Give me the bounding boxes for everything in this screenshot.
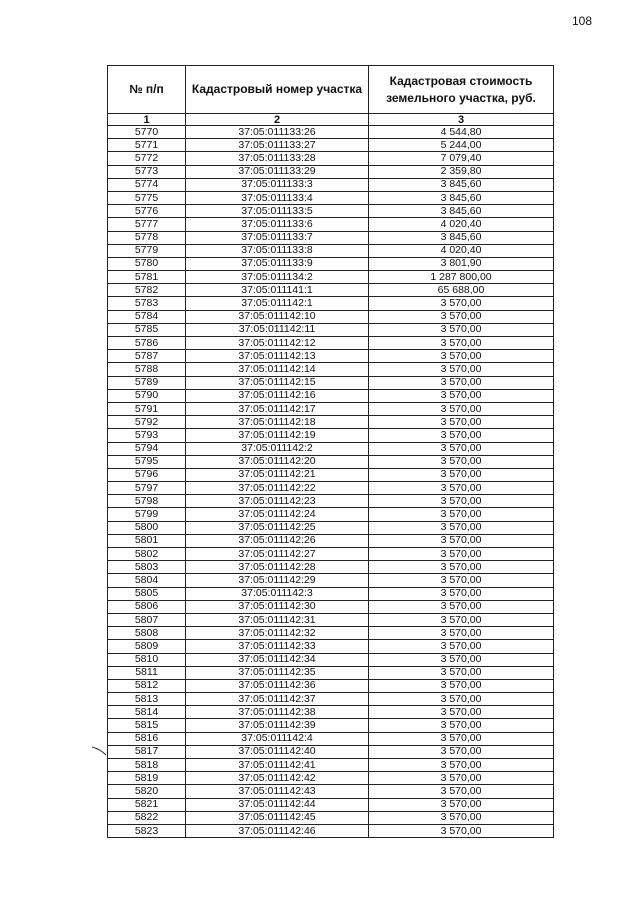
row-number: 5798 [108, 495, 186, 508]
cadastral-value: 3 570,00 [369, 534, 554, 547]
cadastral-number: 37:05:011133:4 [186, 191, 369, 204]
cadastral-value: 3 570,00 [369, 574, 554, 587]
cadastral-number: 37:05:011142:31 [186, 613, 369, 626]
row-number: 5789 [108, 376, 186, 389]
table-row [108, 389, 554, 402]
header-cadastral-number: Кадастровый номер участка [186, 66, 369, 114]
table-row [108, 772, 554, 785]
row-number: 5820 [108, 785, 186, 798]
cadastral-value: 3 570,00 [369, 600, 554, 613]
cadastral-number: 37:05:011142:41 [186, 759, 369, 772]
column-number: 1 [108, 114, 186, 126]
cadastral-value: 3 570,00 [369, 561, 554, 574]
row-number: 5777 [108, 218, 186, 231]
cadastral-number: 37:05:011142:19 [186, 429, 369, 442]
cadastral-number: 37:05:011142:36 [186, 679, 369, 692]
row-number: 5801 [108, 534, 186, 547]
table-row [108, 257, 554, 270]
cadastral-value: 3 570,00 [369, 350, 554, 363]
cadastral-number: 37:05:011142:22 [186, 482, 369, 495]
cadastral-number: 37:05:011142:46 [186, 824, 369, 837]
cadastral-number: 37:05:011142:25 [186, 521, 369, 534]
cadastral-value: 2 359,80 [369, 165, 554, 178]
table-row [108, 679, 554, 692]
cadastral-value: 3 570,00 [369, 785, 554, 798]
cadastral-number: 37:05:011142:1 [186, 297, 369, 310]
cadastral-value: 3 570,00 [369, 640, 554, 653]
table-row [108, 429, 554, 442]
row-number: 5774 [108, 178, 186, 191]
pen-tick-mark [92, 745, 108, 757]
cadastral-number: 37:05:011133:27 [186, 139, 369, 152]
cadastral-number: 37:05:011142:39 [186, 719, 369, 732]
cadastral-number: 37:05:011142:17 [186, 402, 369, 415]
table-row [108, 600, 554, 613]
cadastral-number: 37:05:011142:45 [186, 811, 369, 824]
cadastral-value: 3 845,60 [369, 178, 554, 191]
cadastral-number: 37:05:011142:11 [186, 323, 369, 336]
cadastral-number: 37:05:011142:44 [186, 798, 369, 811]
row-number: 5771 [108, 139, 186, 152]
table-row [108, 759, 554, 772]
table-row [108, 416, 554, 429]
table-row [108, 482, 554, 495]
cadastral-value: 3 570,00 [369, 416, 554, 429]
table-row [108, 495, 554, 508]
row-number: 5790 [108, 389, 186, 402]
row-number: 5778 [108, 231, 186, 244]
cadastral-number: 37:05:011142:38 [186, 706, 369, 719]
row-number: 5804 [108, 574, 186, 587]
cadastral-number: 37:05:011142:34 [186, 653, 369, 666]
row-number: 5799 [108, 508, 186, 521]
row-number: 5821 [108, 798, 186, 811]
table-row [108, 732, 554, 745]
row-number: 5819 [108, 772, 186, 785]
cadastral-value: 3 570,00 [369, 613, 554, 626]
cadastral-number: 37:05:011142:20 [186, 455, 369, 468]
cadastral-value: 3 570,00 [369, 323, 554, 336]
cadastral-value: 65 688,00 [369, 284, 554, 297]
row-number: 5805 [108, 587, 186, 600]
cadastral-number: 37:05:011142:28 [186, 561, 369, 574]
table-row [108, 574, 554, 587]
cadastral-number: 37:05:011134:2 [186, 271, 369, 284]
table-row [108, 442, 554, 455]
cadastral-value: 3 570,00 [369, 495, 554, 508]
header-cadastral-value: Кадастровая стоимость земельного участка, руб. [369, 66, 554, 114]
cadastral-value: 3 570,00 [369, 337, 554, 350]
header-row [108, 66, 554, 114]
table-row [108, 126, 554, 139]
table-row [108, 627, 554, 640]
table-row [108, 706, 554, 719]
cadastral-value: 3 570,00 [369, 548, 554, 561]
row-number: 5814 [108, 706, 186, 719]
row-number: 5813 [108, 693, 186, 706]
row-number: 5792 [108, 416, 186, 429]
cadastral-number: 37:05:011142:35 [186, 666, 369, 679]
cadastral-value: 3 570,00 [369, 402, 554, 415]
cadastral-value: 3 570,00 [369, 468, 554, 481]
table-row [108, 165, 554, 178]
table-row [108, 824, 554, 837]
table-row [108, 271, 554, 284]
cadastral-number: 37:05:011142:15 [186, 376, 369, 389]
table-row [108, 455, 554, 468]
cadastral-number: 37:05:011133:29 [186, 165, 369, 178]
row-number: 5800 [108, 521, 186, 534]
row-number: 5802 [108, 548, 186, 561]
table-row [108, 613, 554, 626]
row-number: 5791 [108, 402, 186, 415]
row-number: 5808 [108, 627, 186, 640]
row-number: 5775 [108, 191, 186, 204]
cadastral-number: 37:05:011142:30 [186, 600, 369, 613]
cadastral-value: 3 570,00 [369, 442, 554, 455]
cadastral-number: 37:05:011142:29 [186, 574, 369, 587]
table-row [108, 587, 554, 600]
cadastral-value: 4 544,80 [369, 126, 554, 139]
cadastral-number: 37:05:011133:28 [186, 152, 369, 165]
cadastral-number: 37:05:011133:26 [186, 126, 369, 139]
table-row [108, 231, 554, 244]
table-row [108, 152, 554, 165]
cadastral-number: 37:05:011142:32 [186, 627, 369, 640]
cadastral-value: 3 570,00 [369, 811, 554, 824]
cadastral-number: 37:05:011142:21 [186, 468, 369, 481]
cadastral-value: 3 570,00 [369, 376, 554, 389]
cadastral-number: 37:05:011142:23 [186, 495, 369, 508]
row-number: 5818 [108, 759, 186, 772]
cadastral-number: 37:05:011142:42 [186, 772, 369, 785]
row-number: 5773 [108, 165, 186, 178]
row-number: 5815 [108, 719, 186, 732]
row-number: 5793 [108, 429, 186, 442]
cadastral-value: 3 570,00 [369, 587, 554, 600]
cadastral-value: 3 570,00 [369, 363, 554, 376]
table-row [108, 745, 554, 758]
cadastral-number: 37:05:011142:4 [186, 732, 369, 745]
cadastral-value: 3 570,00 [369, 824, 554, 837]
cadastral-number: 37:05:011142:26 [186, 534, 369, 547]
table-row [108, 719, 554, 732]
row-number: 5806 [108, 600, 186, 613]
table-row [108, 666, 554, 679]
row-number: 5796 [108, 468, 186, 481]
cadastral-value: 7 079,40 [369, 152, 554, 165]
table-row [108, 561, 554, 574]
cadastral-value: 3 570,00 [369, 429, 554, 442]
table-row [108, 310, 554, 323]
cadastral-table [107, 65, 554, 838]
row-number: 5787 [108, 350, 186, 363]
cadastral-value: 3 570,00 [369, 455, 554, 468]
table-row [108, 402, 554, 415]
row-number: 5770 [108, 126, 186, 139]
table-row [108, 811, 554, 824]
table-row [108, 640, 554, 653]
cadastral-value: 3 570,00 [369, 627, 554, 640]
row-number: 5782 [108, 284, 186, 297]
row-number: 5817 [108, 745, 186, 758]
cadastral-value: 3 570,00 [369, 521, 554, 534]
row-number: 5797 [108, 482, 186, 495]
row-number: 5803 [108, 561, 186, 574]
row-number: 5823 [108, 824, 186, 837]
row-number: 5810 [108, 653, 186, 666]
cadastral-value: 3 570,00 [369, 798, 554, 811]
table-row [108, 508, 554, 521]
page-number: 108 [572, 14, 593, 28]
cadastral-value: 1 287 800,00 [369, 271, 554, 284]
cadastral-number: 37:05:011133:3 [186, 178, 369, 191]
table-row [108, 693, 554, 706]
cadastral-number: 37:05:011142:37 [186, 693, 369, 706]
row-number: 5816 [108, 732, 186, 745]
cadastral-value: 3 845,60 [369, 231, 554, 244]
table-row [108, 468, 554, 481]
cadastral-value: 3 570,00 [369, 653, 554, 666]
row-number: 5809 [108, 640, 186, 653]
cadastral-number: 37:05:011142:2 [186, 442, 369, 455]
cadastral-value: 3 570,00 [369, 389, 554, 402]
row-number: 5785 [108, 323, 186, 336]
cadastral-number: 37:05:011142:13 [186, 350, 369, 363]
table-row [108, 548, 554, 561]
cadastral-number: 37:05:011142:10 [186, 310, 369, 323]
header-number: № п/п [108, 66, 186, 114]
table-row [108, 785, 554, 798]
row-number: 5784 [108, 310, 186, 323]
table-row [108, 218, 554, 231]
cadastral-value: 4 020,40 [369, 244, 554, 257]
column-number: 3 [369, 114, 554, 126]
table-row [108, 244, 554, 257]
table-row [108, 653, 554, 666]
table-row [108, 139, 554, 152]
cadastral-number: 37:05:011133:9 [186, 257, 369, 270]
cadastral-value: 3 570,00 [369, 772, 554, 785]
cadastral-number: 37:05:011133:5 [186, 205, 369, 218]
table-row [108, 534, 554, 547]
table-row [108, 284, 554, 297]
row-number: 5783 [108, 297, 186, 310]
cadastral-value: 3 570,00 [369, 693, 554, 706]
cadastral-value: 5 244,00 [369, 139, 554, 152]
cadastral-number: 37:05:011142:40 [186, 745, 369, 758]
column-number: 2 [186, 114, 369, 126]
cadastral-number: 37:05:011133:8 [186, 244, 369, 257]
cadastral-value: 3 570,00 [369, 666, 554, 679]
table-row [108, 376, 554, 389]
column-numbers-row [108, 114, 554, 126]
cadastral-value: 3 845,60 [369, 191, 554, 204]
cadastral-value: 3 570,00 [369, 482, 554, 495]
cadastral-number: 37:05:011142:16 [186, 389, 369, 402]
cadastral-number: 37:05:011142:14 [186, 363, 369, 376]
cadastral-value: 3 570,00 [369, 745, 554, 758]
table-row [108, 521, 554, 534]
table-row [108, 191, 554, 204]
row-number: 5811 [108, 666, 186, 679]
table-row [108, 178, 554, 191]
cadastral-value: 3 570,00 [369, 706, 554, 719]
cadastral-value: 3 570,00 [369, 310, 554, 323]
cadastral-number: 37:05:011141:1 [186, 284, 369, 297]
row-number: 5786 [108, 337, 186, 350]
table-row [108, 363, 554, 376]
cadastral-value: 3 570,00 [369, 719, 554, 732]
table-row [108, 297, 554, 310]
cadastral-value: 3 845,60 [369, 205, 554, 218]
cadastral-number: 37:05:011142:24 [186, 508, 369, 521]
row-number: 5794 [108, 442, 186, 455]
row-number: 5822 [108, 811, 186, 824]
cadastral-number: 37:05:011142:43 [186, 785, 369, 798]
cadastral-value: 3 570,00 [369, 759, 554, 772]
table-row [108, 798, 554, 811]
row-number: 5779 [108, 244, 186, 257]
table-row [108, 350, 554, 363]
row-number: 5776 [108, 205, 186, 218]
cadastral-value: 3 570,00 [369, 732, 554, 745]
table-row [108, 323, 554, 336]
row-number: 5772 [108, 152, 186, 165]
row-number: 5788 [108, 363, 186, 376]
table-row [108, 205, 554, 218]
cadastral-number: 37:05:011142:27 [186, 548, 369, 561]
row-number: 5781 [108, 271, 186, 284]
row-number: 5812 [108, 679, 186, 692]
cadastral-value: 3 570,00 [369, 508, 554, 521]
cadastral-number: 37:05:011142:18 [186, 416, 369, 429]
cadastral-value: 3 570,00 [369, 297, 554, 310]
cadastral-number: 37:05:011133:7 [186, 231, 369, 244]
cadastral-number: 37:05:011133:6 [186, 218, 369, 231]
row-number: 5795 [108, 455, 186, 468]
cadastral-number: 37:05:011142:12 [186, 337, 369, 350]
cadastral-value: 4 020,40 [369, 218, 554, 231]
cadastral-number: 37:05:011142:33 [186, 640, 369, 653]
row-number: 5780 [108, 257, 186, 270]
row-number: 5807 [108, 613, 186, 626]
cadastral-value: 3 570,00 [369, 679, 554, 692]
cadastral-value: 3 801,90 [369, 257, 554, 270]
cadastral-number: 37:05:011142:3 [186, 587, 369, 600]
table-row [108, 337, 554, 350]
